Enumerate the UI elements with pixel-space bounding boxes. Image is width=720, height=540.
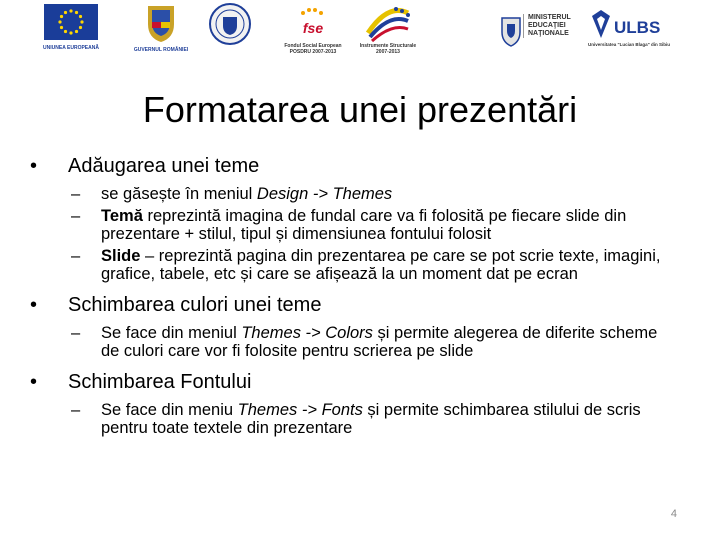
sub-text: și permite alegerea de diferite scheme de culori care vor fi folosite pentru scrierea pe slide: [101, 323, 658, 360]
structural-instruments-icon: [362, 3, 414, 43]
ministry-crest-icon: [500, 14, 522, 48]
seal-logo: [205, 0, 255, 45]
sub-text: se găsește în meniul: [101, 185, 257, 203]
menu-path: Design -> Themes: [256, 185, 393, 203]
slide-content: [30, 155, 690, 446]
sub-text: – reprezintă pagina din prezentarea pe care se pot scrie texte, imagini, grafice, tabele, etc și care se afișează la un moment dat pe ecran: [101, 246, 661, 283]
bullet-item: [30, 371, 690, 394]
ministry-line-3: NAŢIONALE: [528, 30, 569, 37]
dash-icon: –: [71, 400, 81, 419]
bullet-text: Schimbarea Fontului: [68, 370, 252, 393]
bullet-text: Schimbarea culori unei teme: [68, 293, 322, 316]
ulbs-name: ULBS: [614, 18, 661, 37]
ulbs-crest-icon: [590, 8, 612, 40]
sub-bullet-item: [30, 247, 671, 284]
ulbs-logo: [588, 0, 671, 48]
fse-caption-1: Fondul Social European: [284, 43, 342, 49]
bullet-item: [30, 294, 690, 317]
ulbs-caption: Universitatea "Lucian Blaga" din Sibiu: [588, 42, 671, 47]
sub-text: reprezintă imagina de fundal care va fi folosită pe fiecare slide din prezentare + stilul, tipul și dimensiunea fontului folosit: [101, 206, 627, 243]
dash-icon: –: [71, 246, 81, 265]
logo-bar: [0, 0, 720, 72]
dash-icon: –: [71, 185, 81, 203]
menu-path: Themes -> Fonts: [237, 400, 363, 419]
sub-bullet-item: [30, 207, 671, 244]
sub-text: și permite schimbarea stilului de scris pentru toate textele din prezentare: [101, 400, 641, 437]
ministry-line-2: EDUCAŢIEI: [528, 22, 566, 29]
gov-logo: [122, 0, 200, 53]
eu-caption: UNIUNEA EUROPEANĂ: [43, 45, 99, 51]
page-number: 4: [670, 508, 677, 520]
ministry-line-1: MINISTERUL: [528, 14, 571, 21]
gov-caption: GUVERNUL ROMÂNIEI: [133, 47, 189, 53]
bullet-icon: •: [30, 155, 38, 177]
eu-flag-icon: [44, 4, 98, 40]
is-caption-2: 2007-2013: [376, 49, 400, 55]
is-caption-1: Instrumente Structurale: [359, 43, 417, 49]
fse-caption-2: POSDRU 2007-2013: [289, 49, 337, 55]
is-logo: [352, 0, 424, 55]
fse-logo: [278, 0, 348, 55]
sub-bullet-item: [30, 324, 671, 361]
ministry-seal-icon: [209, 3, 251, 45]
bullet-item: [30, 155, 690, 178]
eu-logo: [38, 0, 104, 51]
sub-bullet-item: [30, 401, 671, 438]
bullet-icon: •: [30, 293, 38, 316]
sub-text: Se face din meniul: [101, 323, 242, 342]
term: Temă: [101, 206, 143, 225]
fse-icon: [289, 3, 337, 43]
menu-path: Themes -> Colors: [241, 323, 373, 342]
sub-text: Se face din meniu: [101, 400, 238, 419]
term: Slide: [101, 246, 141, 265]
svg-text:fse: fse: [302, 20, 324, 36]
dash-icon: –: [71, 206, 81, 225]
coat-of-arms-icon: [144, 2, 178, 44]
sub-bullet-item: [30, 185, 671, 204]
bullet-text: Adăugarea unei teme: [68, 155, 260, 177]
slide-title: Formatarea unei prezentări: [142, 89, 578, 130]
bullet-icon: •: [30, 370, 38, 393]
dash-icon: –: [71, 323, 81, 342]
